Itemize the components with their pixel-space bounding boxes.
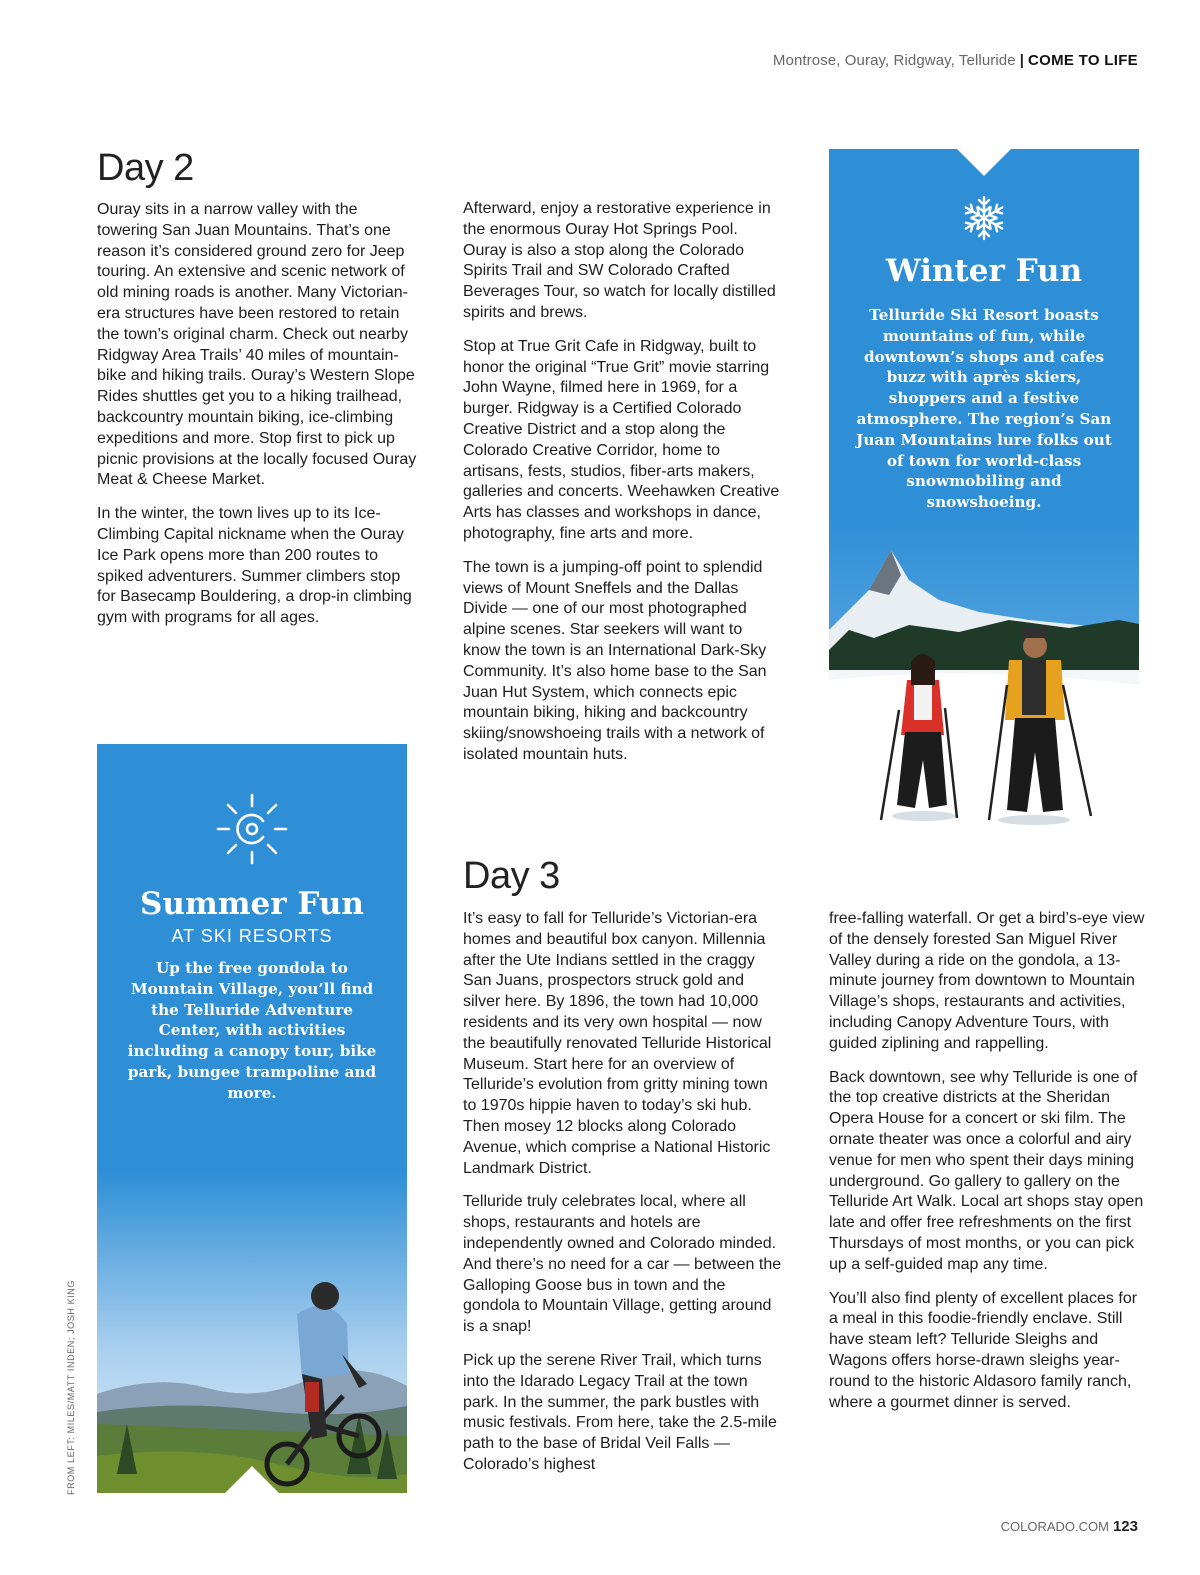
day3-paragraph: Back downtown, see why Telluride is one of the top creative districts at the Sheridan Opera House for a concert or ski film. The ornate theater was once a colorful and airy venue for men who spent their days mining underground. Go gallery to gallery on the Telluride Art Walk. Local art shops stay open late and offer free refreshments on the first Thursdays of most months, or you can pick up a self-guided map any time. — [829, 1068, 1144, 1273]
sidebar-notch — [225, 1466, 279, 1493]
day3-paragraph: Telluride truly celebrates local, where all shops, restaurants and hotels are independently owned and Colorado minded. And there’s no need for a car — between the Galloping Goose bus in town and the gondola to Mountain Village, getting around is a snap! — [463, 1193, 782, 1336]
running-head-section: COME TO LIFE — [1028, 52, 1138, 69]
summer-fun-body: Up the free gondola to Mountain Village, you’ll find the Telluride Adventure Center, with activities including a canopy tour, bike park, bungee trampoline and more. — [127, 959, 377, 1102]
colorado-sun-icon — [215, 792, 289, 866]
day3-heading-wrap — [463, 854, 783, 908]
snowflake-icon — [959, 193, 1009, 243]
day2-column-1 — [97, 146, 417, 642]
winter-fun-sidebar — [829, 149, 1139, 830]
day2-paragraph: In the winter, the town lives up to its Ice-Climbing Capital nickname when the Ouray Ice Park opens more than 200 routes to spiked adventurers. Summer climbers stop for Basecamp Bouldering, a drop-in climbing gym with programs for all ages. — [97, 505, 412, 627]
day2-paragraph: Stop at True Grit Cafe in Ridgway, built to honor the original “True Grit” movie starring John Wayne, filmed here in 1969, for a burger. Ridgway is a Certified Colorado Creative District and a stop along the Colorado Creative Corridor, home to artisans, fests, studios, fiber-arts makers, galleries and concerts. Weehawken Creative Arts has classes and workshops in dance, photography, fine arts and more. — [463, 337, 780, 542]
day2-paragraph: The town is a jumping-off point to splendid views of Mount Sneffels and the Dallas Divide — one of our most photographed alpine scenes. Star seekers will want to know the town is an International Dark-Sky Community. It’s also home base to the San Juan Hut System, which connects epic mountain biking, hiking and backcountry skiing/snowshoeing trails with a network of isolated mountain huts. — [463, 558, 767, 763]
day3-paragraph: free-falling waterfall. Or get a bird’s-eye view of the densely forested San Miguel River Valley during a ride on the gondola, a 13-minute journey from downtown to Mountain Village’s shops, restaurants and activities, including Canopy Adventure Tours, with guided ziplining and rappelling. — [829, 910, 1145, 1052]
day2-paragraph: Afterward, enjoy a restorative experience in the enormous Ouray Hot Springs Pool. Ouray is also a stop along the Colorado Spirits Trail and SW Colorado Crafted Beverages Tour, so watch for locally distilled spirits and brews. — [463, 200, 776, 321]
day2-heading: Day 2 — [97, 147, 194, 189]
winter-fun-title: Winter Fun — [885, 253, 1083, 289]
winter-fun-body: Telluride Ski Resort boasts mountains of fun, while downtown’s shops and cafes buzz with après skiers, shoppers and a festive atmosphere. The region’s San Juan Mountains lure folks out of town for world-class snowmobiling and snowshoeing. — [856, 306, 1112, 512]
day3-heading: Day 3 — [463, 855, 560, 897]
running-head-towns: Montrose, Ouray, Ridgway, Telluride — [772, 52, 1016, 69]
mountain-biker-photo — [97, 1174, 407, 1493]
photo-credit: FROM LEFT: MILES/MATT INDEN; JOSH KING — [66, 1280, 76, 1495]
snowshoe-hikers-photo — [829, 520, 1139, 830]
day2-paragraph: Ouray sits in a narrow valley with the towering San Juan Mountains. That’s one reason it’s considered ground zero for Jeep touring. An extensive and scenic network of old mining roads is another. Many Victorian-era structures have been restored to retain the town’s original charm. Check out nearby Ridgway Area Trails’ 40 miles of mountain-bike and hiking trails. Ouray’s Western Slope Rides shuttles get you to a hiking trailhead, backcountry mountain biking, ice-climbing expeditions and more. Stop first to pick up picnic provisions at the locally focused Ouray Meat & Cheese Market. — [97, 201, 417, 489]
running-head — [773, 52, 1138, 69]
page-footer — [1001, 1518, 1138, 1535]
sidebar-notch — [957, 149, 1011, 176]
running-head-separator: | — [1019, 52, 1024, 69]
day3-column-1 — [463, 909, 783, 1489]
summer-fun-title: Summer Fun — [140, 886, 364, 922]
day2-column-2 — [463, 199, 783, 779]
day3-paragraph: You’ll also find plenty of excellent places for a meal in this foodie-friendly enclave. Still have steam left? Telluride Sleighs and Wagons offers horse-drawn sleighs year-round to the historic Aldasoro family ranch, where a gourmet dinner is served. — [829, 1289, 1138, 1411]
footer-site: COLORADO.COM — [1000, 1519, 1109, 1534]
summer-fun-sidebar — [97, 744, 407, 1493]
day3-column-2 — [829, 909, 1149, 1426]
day3-paragraph: It’s easy to fall for Telluride’s Victorian-era homes and beautiful box canyon. Millennia after the Ute Indians settled in the craggy San Juans, prospectors struck gold and silver here. By 1896, the town had 10,000 residents and its very own hospital — now the beautifully renovated Telluride Historical Museum. Start here for an overview of Telluride’s evolution from gritty mining town to 1970s hippie haven to today’s ski hub. Then mosey 12 blocks along Colorado Avenue, which comprise a National Historic Landmark District. — [463, 910, 772, 1177]
summer-fun-subtitle: AT SKI RESORTS — [171, 926, 333, 946]
page-number: 123 — [1112, 1518, 1138, 1535]
day3-paragraph: Pick up the serene River Trail, which turns into the Idarado Legacy Trail at the town park. In the summer, the park bustles with music festivals. From here, take the 2.5-mile path to the base of Bridal Veil Falls — Colorado’s highest — [463, 1351, 777, 1473]
